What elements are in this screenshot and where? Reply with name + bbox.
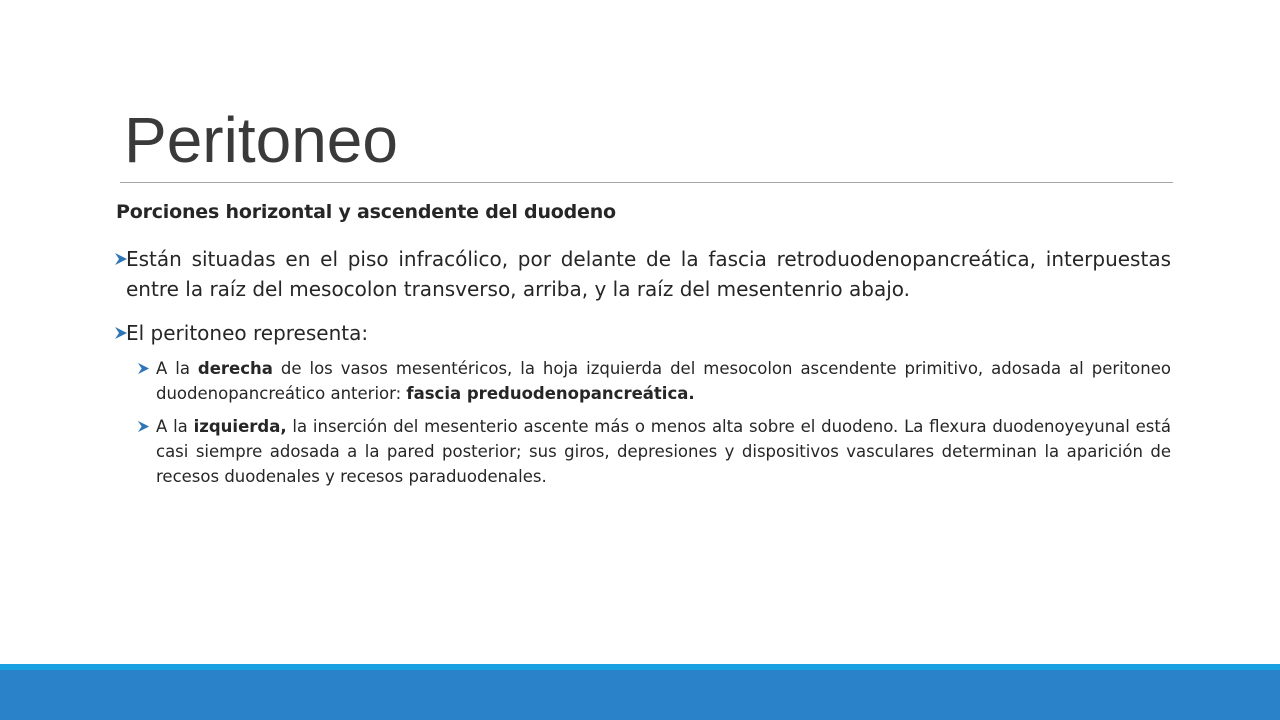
arrow-bullet-icon — [137, 362, 150, 375]
sub-bullet-right — [156, 356, 1171, 406]
title-divider — [120, 182, 1173, 183]
sub-bullet-text: la inserción del mesenterio ascente más o menos alta sobre el duodeno. La flexura duodenoyeyunal está casi siempre adosada a la pared posterior; sus giros, depresiones y dispositivos vasculares determinan la aparición de recesos duodenales y recesos paraduodenales. — [156, 417, 1171, 486]
sub-bullet-left — [156, 414, 1171, 489]
section-subtitle: Porciones horizontal y ascendente del duodeno — [116, 201, 616, 223]
page-title: Peritoneo — [124, 104, 398, 176]
bullet-item-peritoneum: El peritoneo representa: — [126, 321, 369, 345]
bullet-item-location: Están situadas en el piso infracólico, por delante de la fascia retroduodenopancreática, interpuestas entre la raíz del mesocolon transverso, arriba, y la raíz del mesentenrio abajo. — [126, 247, 1171, 301]
emphasis-text: fascia preduodenopancreática. — [406, 384, 695, 403]
footer-bar — [0, 664, 1280, 720]
sub-bullet-text: de los vasos mesentéricos, la hoja izquierda del mesocolon ascendente primitivo, adosada al peritoneo duodenopancreático anterior: — [156, 359, 1171, 403]
arrow-bullet-icon — [137, 420, 150, 433]
emphasis-text: derecha — [197, 359, 273, 378]
emphasis-text: izquierda, — [193, 417, 287, 436]
sub-bullet-text: A la — [156, 417, 194, 436]
footer-bar-accent — [0, 664, 1280, 670]
sub-bullet-text: A la — [156, 359, 198, 378]
